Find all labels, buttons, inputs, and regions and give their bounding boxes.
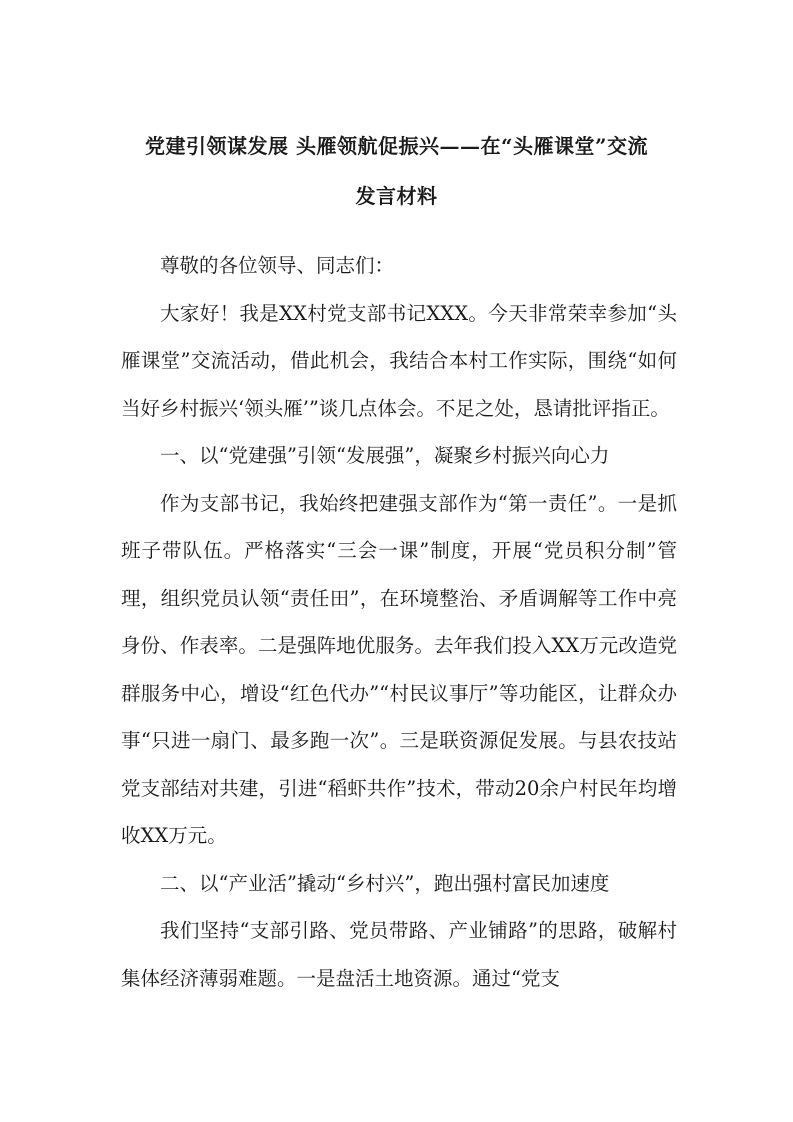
intro-paragraph: 大家好！我是XX村党支部书记XXX。今天非常荣幸参加“头雁课堂”交流活动，借此机会，我结合本村工作实际，围绕“如何当好乡村振兴‘领头雁’”谈几点体会。不足之处，恳请批评指正。 bbox=[121, 301, 677, 420]
section-2-paragraph: 我们坚持“支部引路、党员带路、产业铺路”的思路，破解村集体经济薄弱难题。一是盘活土地资源。通过“党支 bbox=[121, 919, 677, 990]
document-body bbox=[121, 242, 677, 1002]
greeting-paragraph: 尊敬的各位领导、同志们： bbox=[160, 254, 395, 277]
section-heading-2: 二、以“产业活”撬动“乡村兴”，跑出强村富民加速度 bbox=[160, 871, 610, 895]
document-title-line-2: 发言材料 bbox=[355, 184, 438, 208]
section-heading-1: 一、以“党建强”引领“发展强”，凝聚乡村振兴向心力 bbox=[160, 444, 610, 467]
section-1-paragraph: 作为支部书记，我始终把建强支部作为“第一责任”。一是抓班子带队伍。严格落实“三会一课”制度，开展“党员积分制”管理，组织党员认领“责任田”，在环境整治、矛盾调解等工作中亮身份、作表率。二是强阵地优服务。去年我们投入XX万元改造党群服务中心，增设“红色代办”“村民议事厅”等功能区，让群众办事“只进一扇门、最多跑一次”。三是联资源促发展。与县农技站党支部结对共建，引进“稻虾共作”技术，带动20余户村民年均增收XX万元。 bbox=[121, 491, 677, 847]
document-title-line-1: 党建引领谋发展 头雁领航促振兴——在“头雁课堂”交流 bbox=[145, 134, 648, 158]
